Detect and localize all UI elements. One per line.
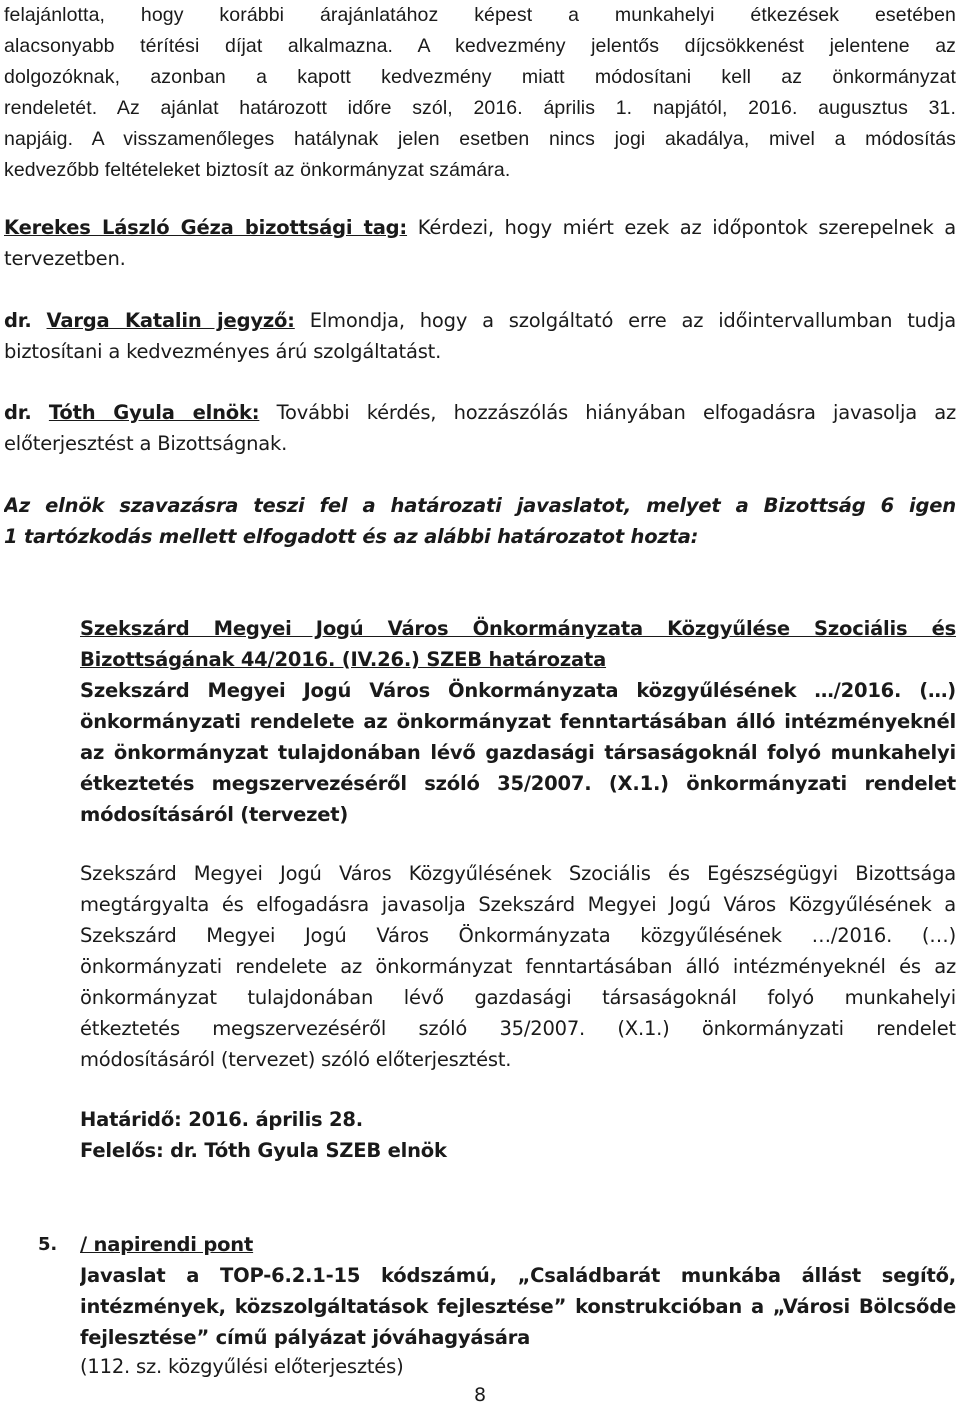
- body-line: megtárgyalta és elfogadásra javasolja Szekszárd Megyei Jogú Város Közgyűlésének a: [80, 893, 956, 916]
- varga-line-1: [4, 305, 956, 336]
- intro-line: felajánlotta, hogy korábbi árajánlatához képest a munkahelyi étkezések esetében: [4, 4, 956, 26]
- agenda-proposal: [80, 1260, 956, 1353]
- subject-line: az önkormányzat tulajdonában lévő gazdasági társaságoknál folyó munkahelyi: [80, 741, 956, 764]
- resolution-body: [80, 858, 956, 1075]
- intro-line: rendeletét. Az ajánlat határozott időre szól, 2016. április 1. napjától, 2016. augusztus 31.: [4, 97, 956, 119]
- vote-line-1: Az elnök szavazásra teszi fel a határozati javaslatot, melyet a Bizottság 6 igen: [4, 494, 956, 517]
- speaker-prefix: dr.: [4, 401, 32, 424]
- statement-text: Kérdezi, hogy miért ezek az időpontok szerepelnek a: [407, 216, 956, 239]
- intro-line: alacsonyabb térítési díjat alkalmazna. A kedvezmény jelentős díjcsökkenést jelentene az: [4, 35, 956, 57]
- body-line: önkormányzati rendelete az önkormányzat fenntartásában álló intézményeknél és az: [80, 955, 956, 978]
- body-line: étkeztetés megszervezéséről szóló 35/2007. (X.1.) önkormányzati rendelet: [80, 1017, 956, 1040]
- body-line: Szekszárd Megyei Jogú Város Közgyűlésének Szociális és Egészségügyi Bizottsága: [80, 862, 956, 885]
- vote-line-2: 1 tartózkodás mellett elfogadott és az alábbi határozatot hozta:: [4, 525, 699, 548]
- kerekes-line-2: tervezetben.: [4, 247, 126, 270]
- varga-paragraph: [4, 305, 956, 367]
- agenda-number: 5.: [38, 1234, 57, 1255]
- statement-text: További kérdés, hozzászólás hiányában elfogadásra javasolja az: [259, 401, 956, 424]
- proposal-line: fejlesztése” című pályázat jóváhagyására: [80, 1326, 531, 1349]
- agenda-reference-block: [80, 1351, 956, 1382]
- intro-line: napjáig. A visszamenőleges hatálynak jelen esetben nincs jogi akadálya, mivel a módosítás: [4, 128, 956, 150]
- deadline-block: [80, 1104, 956, 1166]
- deadline: Határidő: 2016. április 28.: [80, 1108, 363, 1131]
- subject-line: önkormányzati rendelete az önkormányzat fenntartásában álló intézményeknél: [80, 710, 956, 733]
- intro-paragraph: [4, 0, 956, 186]
- toth-line-1: [4, 397, 956, 428]
- intro-line: dolgozóknak, azonban a kapott kedvezmény miatt módosítani kell az önkormányzat: [4, 66, 956, 88]
- agenda-heading: / napirendi pont: [80, 1233, 254, 1256]
- body-line: Szekszárd Megyei Jogú Város Önkormányzata közgyűlésének …/2016. (…): [80, 924, 956, 947]
- proposal-line: intézmények, közszolgáltatások fejlesztése” konstrukcióban a „Városi Bölcsőde: [80, 1295, 956, 1318]
- body-line: önkormányzat tulajdonában lévő gazdasági társaságoknál folyó munkahelyi: [80, 986, 956, 1009]
- resolution-title-line-1: Szekszárd Megyei Jogú Város Önkormányzata Közgyűlése Szociális és: [80, 617, 956, 640]
- speaker-name: Kerekes László Géza bizottsági tag:: [4, 216, 408, 239]
- statement-text: Elmondja, hogy a szolgáltató erre az időintervallumban tudja: [294, 309, 956, 332]
- proposal-line: Javaslat a TOP-6.2.1-15 kódszámú, „Családbarát munkába állást segítő,: [80, 1264, 956, 1287]
- subject-line: Szekszárd Megyei Jogú Város Önkormányzata közgyűlésének …/2016. (…): [80, 679, 956, 702]
- agenda-reference: (112. sz. közgyűlési előterjesztés): [80, 1355, 404, 1378]
- speaker-prefix: dr.: [4, 309, 32, 332]
- resolution-subject: [80, 675, 956, 830]
- speaker-name: Varga Katalin jegyző:: [46, 309, 295, 332]
- kerekes-paragraph: [4, 212, 956, 274]
- vote-paragraph: [4, 490, 956, 552]
- page-number: 8: [473, 1384, 487, 1406]
- resolution-title: [80, 613, 956, 675]
- subject-line: módosításáról (tervezet): [80, 803, 349, 826]
- resolution-title-line-2: Bizottságának 44/2016. (IV.26.) SZEB határozata: [80, 648, 607, 671]
- toth-line-2: előterjesztést a Bizottságnak.: [4, 432, 288, 455]
- toth-paragraph: [4, 397, 956, 459]
- speaker-name: Tóth Gyula elnök:: [48, 401, 260, 424]
- varga-line-2: biztosítani a kedvezményes árú szolgáltatást.: [4, 340, 442, 363]
- intro-line: kedvezőbb feltételeket biztosít az önkormányzat számára.: [4, 159, 511, 181]
- kerekes-line-1: [4, 212, 956, 243]
- subject-line: étkeztetés megszervezéséről szóló 35/2007. (X.1.) önkormányzati rendelet: [80, 772, 956, 795]
- agenda-heading-block: [80, 1229, 956, 1260]
- body-line: módosításáról (tervezet) szóló előterjesztést.: [80, 1048, 512, 1071]
- responsible: Felelős: dr. Tóth Gyula SZEB elnök: [80, 1139, 447, 1162]
